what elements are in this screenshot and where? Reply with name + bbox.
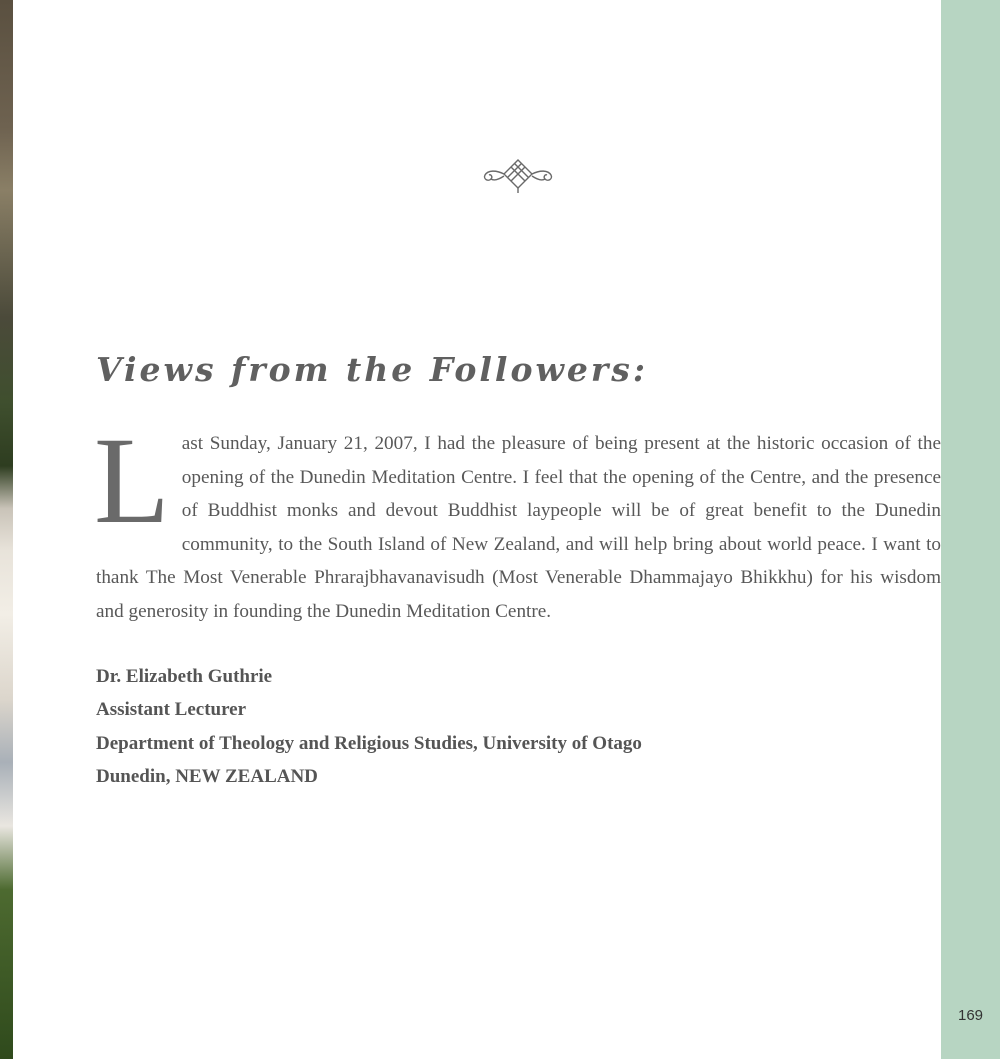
page-number: 169 [957, 1007, 984, 1024]
author-department: Department of Theology and Religious Studies, University of Otago [96, 732, 642, 754]
signature-block [96, 660, 642, 794]
left-photo-strip [0, 0, 13, 1059]
testimonial-text: ast Sunday, January 21, 2007, I had the pleasure of being present at the historic occasion of the opening of the Dunedin Meditation Centre. I feel that the opening of the Centre, and the presence of Buddhist monks and devout Buddhist laypeople will be of great benefit to the Dunedin community, to the South Island of New Zealand, and will help bring about world peace. I want to thank The Most Venerable Phrarajbhavanavisudh (Most Venerable Dhammajayo Bhikkhu) for his wisdom and generosity in founding the Dunedin Meditation Centre. [96, 433, 941, 622]
author-name: Dr. Elizabeth Guthrie [96, 666, 273, 687]
testimonial-paragraph [94, 412, 941, 628]
endless-knot-ornament-icon [480, 156, 556, 196]
author-location: Dunedin, NEW ZEALAND [96, 766, 318, 788]
page-heading: Views from the Followers: [96, 350, 649, 389]
author-title: Assistant Lecturer [96, 699, 247, 721]
side-color-panel [941, 0, 1000, 1059]
drop-cap: L [94, 412, 170, 549]
